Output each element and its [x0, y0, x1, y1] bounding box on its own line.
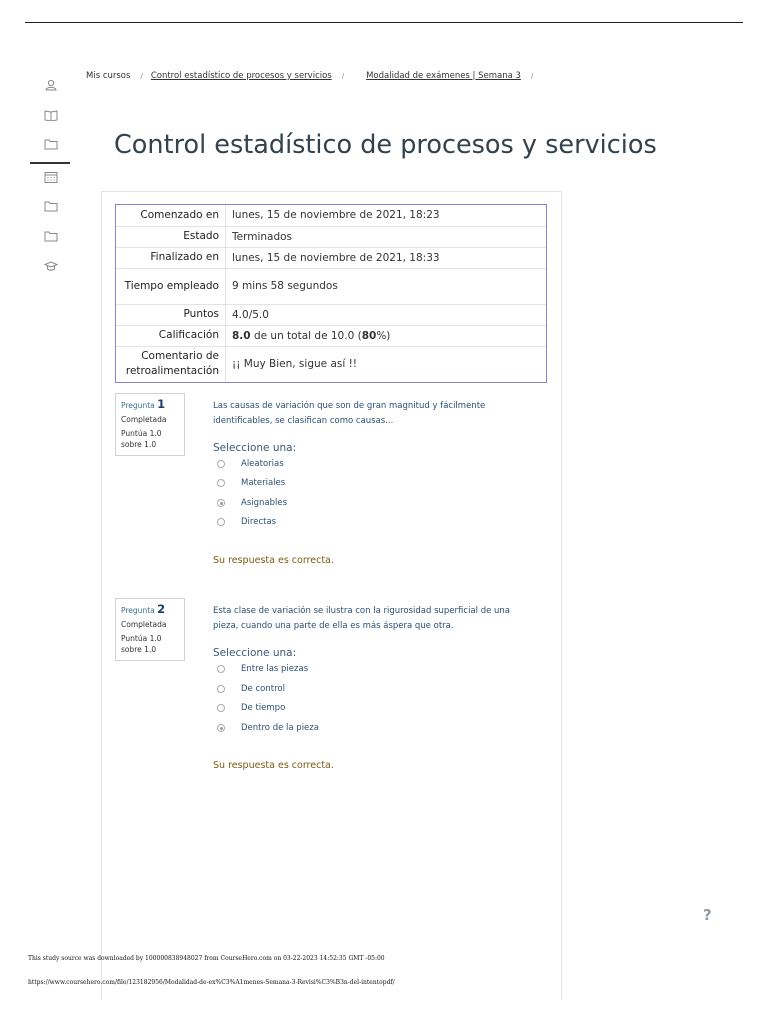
- folder-icon[interactable]: [44, 200, 58, 212]
- answer-option-label: Materiales: [241, 478, 286, 488]
- summary-row: [116, 346, 546, 382]
- question-number-value: 2: [157, 602, 166, 616]
- grade-percent: 80: [361, 329, 377, 342]
- user-icon[interactable]: [44, 79, 58, 91]
- question-feedback: Su respuesta es correcta.: [213, 760, 334, 771]
- breadcrumb-exam[interactable]: Modalidad de exámenes | Semana 3: [366, 71, 521, 81]
- question-state: Completada: [121, 415, 167, 424]
- download-notice: This study source was downloaded by 100000838948027 from CourseHero.com on 03-22-2023 14:52:35 GMT -05:00: [28, 955, 385, 962]
- breadcrumb-separator: /: [341, 72, 345, 80]
- folder-icon[interactable]: [44, 230, 58, 242]
- summary-row: [116, 226, 546, 247]
- breadcrumb-separator: /: [530, 72, 534, 80]
- radio-button[interactable]: [217, 518, 225, 526]
- summary-label: Calificación: [116, 325, 226, 346]
- question-state: Completada: [121, 620, 167, 629]
- question-text: Esta clase de variación se ilustra con la rigurosidad superficial de una pieza, cuando una parte de ella es más áspera que otra.: [213, 606, 511, 631]
- summary-row: [116, 304, 546, 325]
- summary-value: 9 mins 58 segundos: [226, 268, 547, 304]
- answer-option-label: Entre las piezas: [241, 664, 309, 674]
- summary-label: Finalizado en: [116, 247, 226, 268]
- summary-row: [116, 247, 546, 268]
- top-divider: [25, 22, 743, 23]
- folder-icon[interactable]: [44, 138, 58, 150]
- attempt-summary-table: [116, 205, 546, 382]
- radio-button[interactable]: [217, 665, 225, 673]
- question-info-box: [115, 598, 185, 661]
- summary-value: ¡¡ Muy Bien, sigue así !!: [226, 346, 547, 382]
- answer-option-label: Directas: [241, 517, 277, 527]
- breadcrumb-my-courses[interactable]: Mis cursos: [86, 71, 131, 81]
- answer-option-label: Aleatorias: [241, 459, 284, 469]
- question-grade: Puntúa 1.0 sobre 1.0: [121, 429, 162, 449]
- question-number-value: 1: [157, 397, 166, 411]
- summary-value: lunes, 15 de noviembre de 2021, 18:23: [232, 209, 440, 222]
- radio-button[interactable]: [217, 479, 225, 487]
- breadcrumb: [86, 71, 541, 81]
- question-label: Pregunta: [121, 401, 155, 410]
- radio-button[interactable]: [217, 460, 225, 468]
- summary-row: [116, 325, 546, 346]
- summary-row: [116, 205, 546, 226]
- summary-label: Comenzado en: [116, 205, 226, 226]
- question-label: Pregunta: [121, 606, 155, 615]
- question-number: [121, 397, 165, 411]
- radio-button[interactable]: [217, 685, 225, 693]
- radio-button[interactable]: [217, 704, 225, 712]
- question-feedback: Su respuesta es correcta.: [213, 555, 334, 566]
- summary-label: Estado: [116, 226, 226, 247]
- radio-button-selected[interactable]: [217, 499, 225, 507]
- answer-option-label: Dentro de la pieza: [241, 723, 319, 733]
- question-info-box: [115, 393, 185, 456]
- answer-option-label: De tiempo: [241, 703, 286, 713]
- sidebar-active-indicator: [30, 162, 70, 164]
- summary-value: 4.0/5.0: [226, 304, 547, 325]
- source-url[interactable]: https://www.coursehero.com/file/123182956/Modalidad-de-ex%C3%A1menes-Semana-3-Revisi%C3%B3n-del-intentopdf/: [28, 979, 395, 986]
- grade-score: 8.0: [232, 329, 251, 342]
- breadcrumb-separator: /: [140, 72, 143, 80]
- help-button[interactable]: ?: [703, 906, 712, 924]
- summary-label: Tiempo empleado: [116, 268, 226, 304]
- answer-option-label: De control: [241, 684, 285, 694]
- question-prompt: Seleccione una:: [213, 647, 297, 659]
- breadcrumb-course[interactable]: Control estadístico de procesos y servicios: [150, 71, 332, 81]
- calendar-icon[interactable]: [44, 171, 58, 183]
- answer-option-label: Asignables: [241, 498, 288, 508]
- book-icon[interactable]: [44, 109, 58, 121]
- page-title: Control estadístico de procesos y servicios: [114, 130, 657, 160]
- summary-row: [116, 268, 546, 304]
- question-grade: Puntúa 1.0 sobre 1.0: [121, 634, 162, 654]
- grade-total: de un total de 10.0 (: [250, 329, 362, 342]
- graduation-cap-icon[interactable]: [44, 260, 58, 272]
- radio-button-selected[interactable]: [217, 724, 225, 732]
- summary-value: Terminados: [226, 226, 547, 247]
- question-number: [121, 602, 165, 616]
- question-prompt: Seleccione una:: [213, 442, 297, 454]
- question-text: Las causas de variación que son de gran magnitud y fácilmente identificables, se clasifican como causas...: [213, 401, 486, 426]
- summary-label: Comentario de retroalimentación: [116, 346, 226, 382]
- summary-value: [226, 325, 547, 346]
- grade-percent-suffix: %): [376, 329, 391, 342]
- summary-label: Puntos: [116, 304, 226, 325]
- summary-value: lunes, 15 de noviembre de 2021, 18:33: [226, 247, 547, 268]
